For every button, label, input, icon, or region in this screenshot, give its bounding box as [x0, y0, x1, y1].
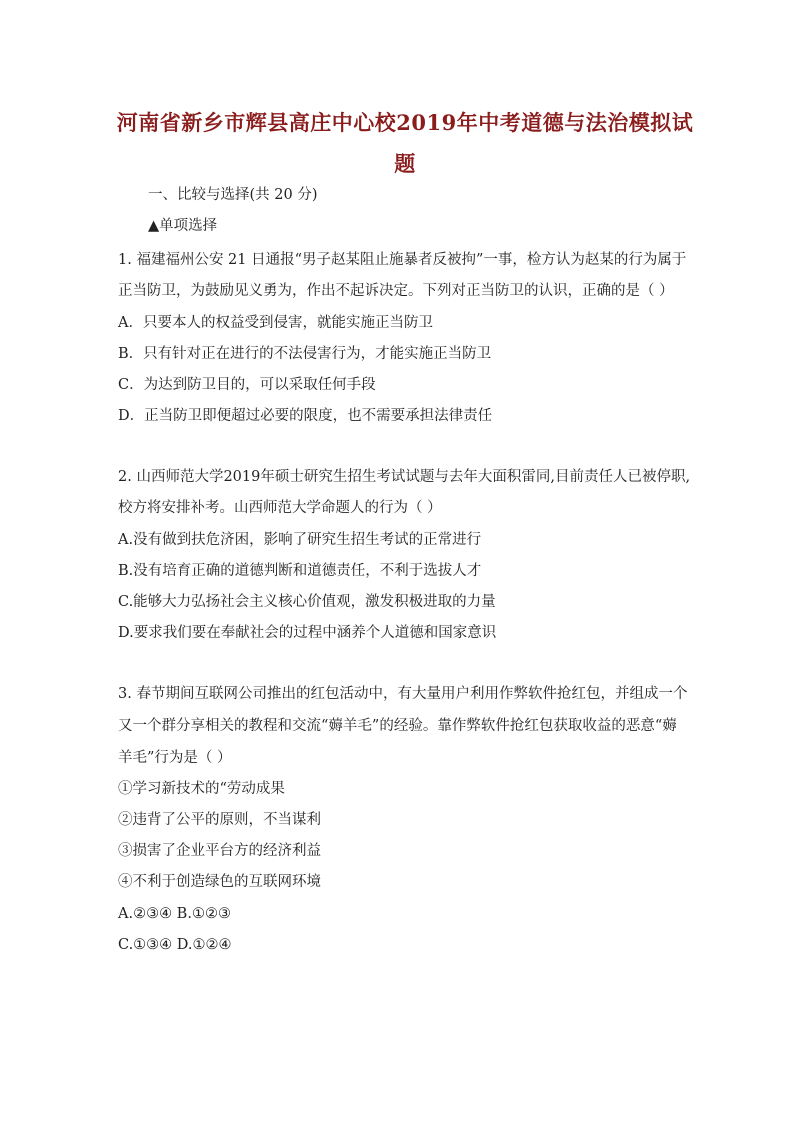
question-1-option-d: D．正当防卫即便超过必要的限度，也不需要承担法律责任: [118, 408, 493, 424]
question-3-stem-line-3: 羊毛”行为是（ ）: [118, 750, 232, 766]
section-heading: 一、比较与选择(共 20 分): [148, 187, 318, 203]
question-1-option-c: C．为达到防卫目的，可以采取任何手段: [118, 377, 376, 393]
question-1-stem-line-2: 正当防卫，为鼓励见义勇为，作出不起诉决定。下列对正当防卫的认识，正确的是（ ）: [118, 283, 674, 299]
question-3-choices-cd: C.①③④ D.①②④: [118, 937, 232, 953]
question-3-statement-1: ①学习新技术的“劳动成果: [118, 781, 285, 797]
question-2-option-b: B.没有培育正确的道德判断和道德责任，不利于选拔人才: [118, 563, 482, 579]
question-3-statement-3: ③损害了企业平台方的经济利益: [118, 843, 321, 859]
question-2-option-a: A.没有做到扶危济困，影响了研究生招生考试的正常进行: [118, 532, 482, 548]
question-2-option-c: C.能够大力弘扬社会主义核心价值观，激发积极进取的力量: [118, 594, 496, 610]
question-3-stem-line-1: 3. 春节期间互联网公司推出的红包活动中，有大量用户利用作弊软件抢红包，并组成一个: [118, 686, 688, 702]
document-title-line-2: 题: [394, 151, 416, 176]
question-1-stem-line-1: 1. 福建福州公安 21 日通报“男子赵某阻止施暴者反被拘”一事，检方认为赵某的行为属于: [118, 252, 687, 268]
question-1-option-a: A．只要本人的权益受到侵害，就能实施正当防卫: [118, 315, 433, 331]
question-2-stem-line-2: 校方将安排补考。山西师范大学命题人的行为（ ）: [118, 500, 442, 516]
document-title-line-1: 河南省新乡市辉县高庄中心校2019年中考道德与法治模拟试: [116, 110, 694, 135]
question-3-stem-line-2: 又一个群分享相关的教程和交流“薅羊毛”的经验。靠作弊软件抢红包获取收益的恶意“薅: [118, 718, 677, 734]
subsection-heading: ▲单项选择: [148, 218, 218, 234]
question-2-option-d: D.要求我们要在奉献社会的过程中涵养个人道德和国家意识: [118, 625, 497, 641]
question-3-choices-ab: A.②③④ B.①②③: [118, 906, 231, 922]
question-1-option-b: B．只有针对正在进行的不法侵害行为，才能实施正当防卫: [118, 346, 492, 362]
question-2-stem-line-1: 2. 山西师范大学2019年硕士研究生招生考试试题与去年大面积雷同,目前责任人已被停职,: [118, 469, 691, 485]
question-3-statement-2: ②违背了公平的原则，不当谋利: [118, 812, 321, 828]
question-3-statement-4: ④不利于创造绿色的互联网环境: [118, 874, 321, 890]
